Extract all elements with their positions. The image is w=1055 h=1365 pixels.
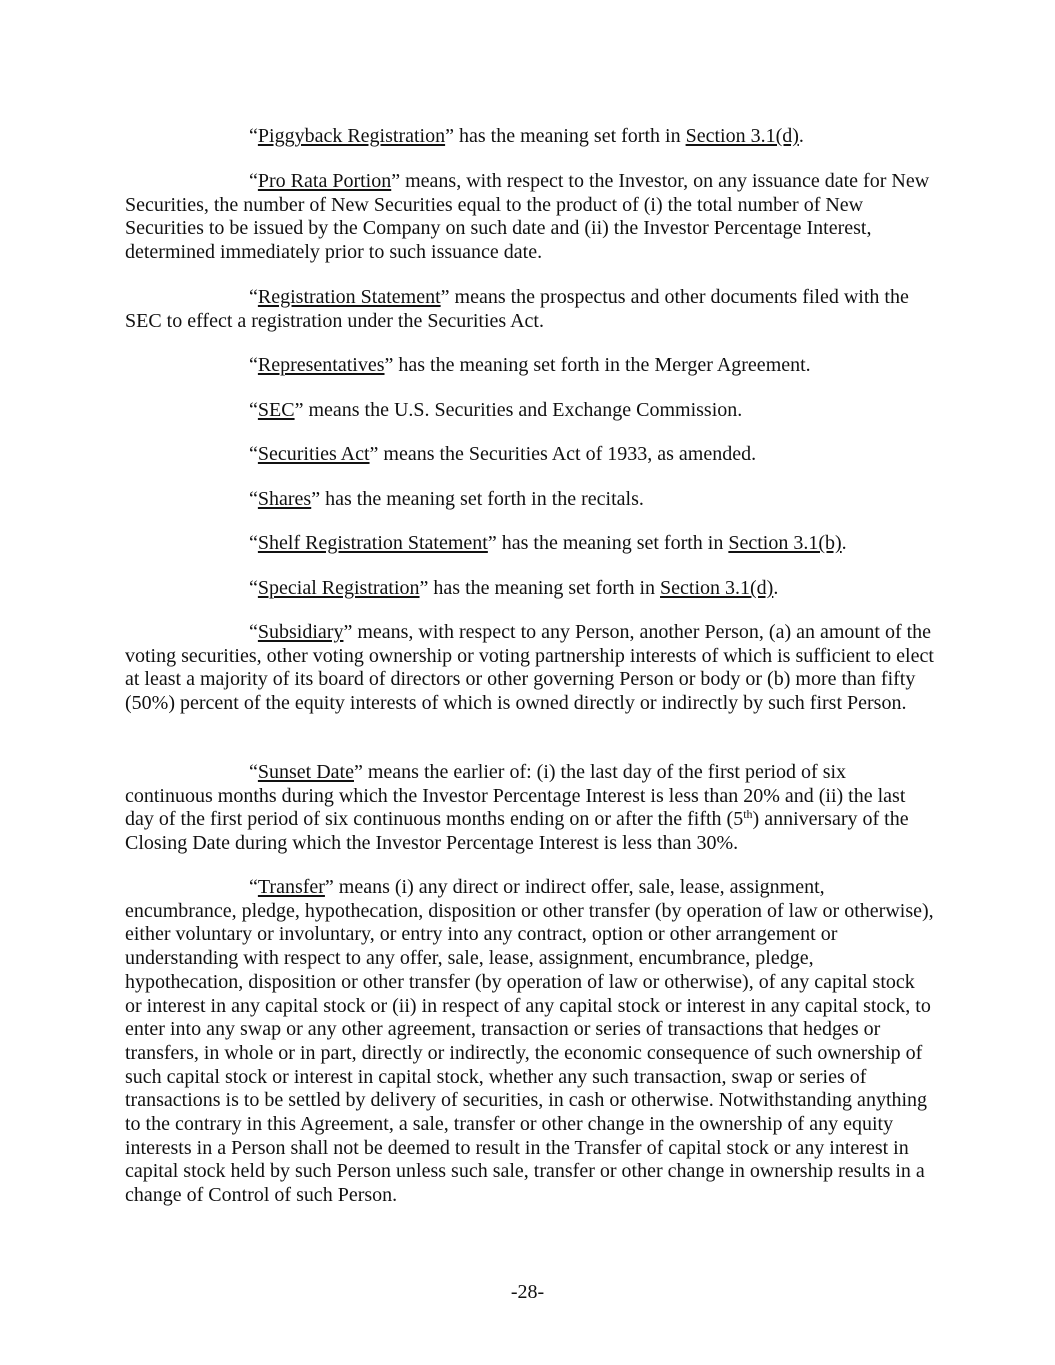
open-quote: “ <box>249 286 258 308</box>
defined-term: Piggyback Registration <box>257 125 446 147</box>
defined-term: SEC <box>257 399 295 421</box>
definition-transfer <box>125 876 935 1208</box>
open-quote: “ <box>249 488 258 510</box>
open-quote: “ <box>249 876 258 898</box>
definition-sec <box>125 399 935 423</box>
open-quote: “ <box>249 443 258 465</box>
definition-piggyback-registration <box>125 125 935 149</box>
definition-pro-rata-portion <box>125 170 935 265</box>
open-quote: “ <box>249 621 258 643</box>
definition-sunset-date <box>125 761 935 856</box>
open-quote: “ <box>249 125 258 147</box>
defined-term: Special Registration <box>257 577 420 599</box>
open-quote: “ <box>249 399 258 421</box>
definition-text: ” has the meaning set forth in <box>419 577 661 599</box>
open-quote: “ <box>249 354 258 376</box>
open-quote: “ <box>249 170 258 192</box>
period: . <box>773 577 779 599</box>
defined-term: Shares <box>257 488 312 510</box>
period: . <box>798 125 804 147</box>
defined-term: Subsidiary <box>257 621 344 643</box>
definition-shelf-registration-statement <box>125 532 935 556</box>
definition-text-continued: ) anniversary of the Closing Date during which the Investor Percentage Interest is less than 30%. <box>125 808 909 855</box>
open-quote: “ <box>249 532 258 554</box>
section-reference: Section 3.1(d) <box>685 125 799 147</box>
definition-securities-act <box>125 443 935 467</box>
definition-subsidiary <box>125 621 935 716</box>
open-quote: “ <box>249 761 258 783</box>
defined-term: Registration Statement <box>257 286 441 308</box>
defined-term: Representatives <box>257 354 385 376</box>
definition-registration-statement <box>125 286 935 333</box>
definition-text: ” means the Securities Act of 1933, as amended. <box>369 443 757 465</box>
definition-text: ” has the meaning set forth in <box>487 532 729 554</box>
page-number: -28- <box>510 1281 545 1303</box>
section-reference: Section 3.1(d) <box>660 577 774 599</box>
definition-representatives <box>125 354 935 378</box>
defined-term: Sunset Date <box>257 761 354 783</box>
definition-text: ” means, with respect to the Investor, on any issuance date for New Securities, the number of New Securities equal to the product of (i) the total number of New Securities to be issued by the Company on such date and (ii) the Investor Percentage Interest, determined immediately prior to such issuance date. <box>125 170 930 264</box>
definition-text: ” means the prospectus and other documents filed with the SEC to effect a registration under the Securities Act. <box>125 286 909 332</box>
definition-text: ” means (i) any direct or indirect offer, sale, lease, assignment, encumbrance, pledge, hypothecation, disposition or other transfer (by operation of law or otherwise), either voluntary or involuntary, or entry into any contract, option or other arrangement or understanding with respect to any offer, sale, lease, assignment, encumbrance, pledge, hypothecation, disposition or other transfer (by operation of law or otherwise), of any capital stock or interest in any capital stock or (ii) in respect of any capital stock or interest in any capital stock, to enter into any swap or any other agreement, transaction or series of transactions that hedges or transfers, in whole or in part, directly or indirectly, the economic consequence of such ownership of such capital stock or interest in capital stock, whether any such transaction, swap or series of transactions is to be settled by delivery of securities, in cash or otherwise. Notwithstanding anything to the contrary in this Agreement, a sale, transfer or other change in the ownership of any equity interests in a Person shall not be deemed to result in the Transfer of capital stock or any interest in capital stock held by such Person unless such sale, transfer or other change in ownership results in a change of Control of such Person. <box>125 876 934 1207</box>
definition-shares <box>125 488 935 512</box>
defined-term: Shelf Registration Statement <box>257 532 488 554</box>
open-quote: “ <box>249 577 258 599</box>
ordinal-suffix: th <box>743 807 753 822</box>
section-reference: Section 3.1(b) <box>728 532 842 554</box>
definition-text: ” has the meaning set forth in the recitals. <box>311 488 644 510</box>
definition-text: ” has the meaning set forth in the Merger Agreement. <box>384 354 811 376</box>
definition-text: ” means, with respect to any Person, another Person, (a) an amount of the voting securities, other voting ownership or voting partnership interests of which is sufficient to elect at least a majority of its board of directors or other governing Person or body or (b) more than fifty (50%) percent of the equity interests of which is owned directly or indirectly by such first Person. <box>125 621 934 715</box>
defined-term: Pro Rata Portion <box>257 170 392 192</box>
definition-text: ” has the meaning set forth in <box>445 125 686 147</box>
definition-text: ” means the earlier of: (i) the last day of the first period of six continuous months during which the Investor Percentage Interest is less than 20% and (ii) the last day of the first period of six continuous months ending on or after the fifth (5 <box>125 761 906 831</box>
definition-special-registration <box>125 577 935 601</box>
period: . <box>841 532 847 554</box>
defined-term: Transfer <box>257 876 325 898</box>
definition-text: ” means the U.S. Securities and Exchange Commission. <box>294 399 743 421</box>
defined-term: Securities Act <box>257 443 370 465</box>
